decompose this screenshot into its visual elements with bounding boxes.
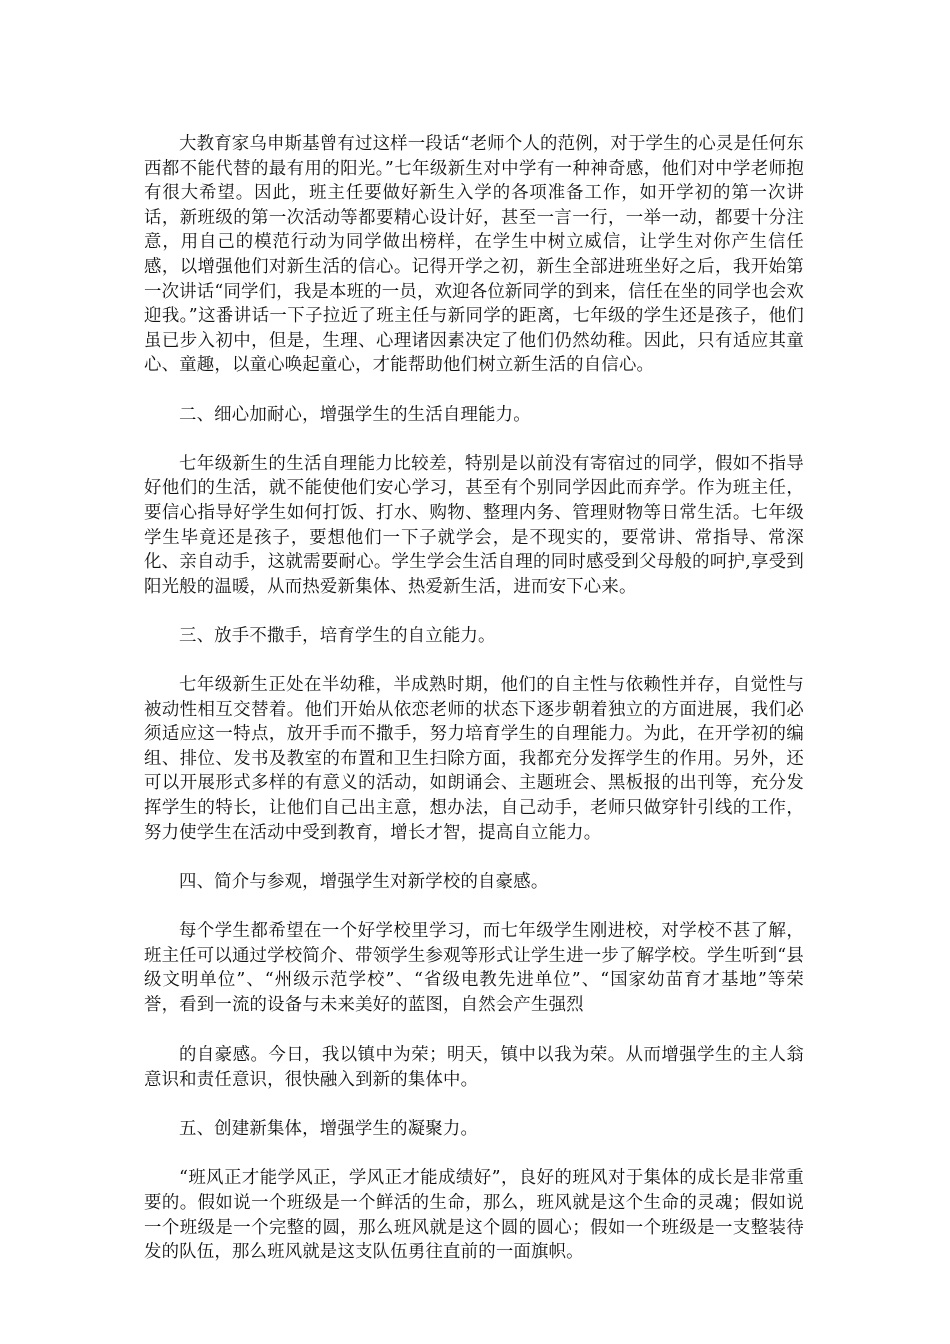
section-heading-5: 五、创建新集体，增强学生的凝聚力。 [179, 1119, 479, 1140]
paragraph-self-care: 七年级新生的生活自理能力比较差，特别是以前没有寄宿过的同学，假如不指导好他们的生活，就不能使他们安心学习，甚至有个别同学因此而弃学。作为班主任，要信心指导好学生如何打饭、打水、购物、整理内务、管理财物等日常生活。七年级学生毕竟还是孩子，要想他们一下子就学会，是不现实的，要常讲、常指导、常深化、亲自动手，这就需要耐心。学生学会生活自理的同时感受到父母般的呵护,享受到阳光般的温暖，从而热爱新集体、热爱新生活，进而安下心来。 [144, 453, 804, 597]
document-body [144, 132, 804, 1289]
section-heading-4: 四、简介与参观，增强学生对新学校的自豪感。 [179, 871, 549, 892]
section-heading-3: 三、放手不撒手，培育学生的自立能力。 [179, 625, 496, 646]
paragraph-school-pride-continued: 的自豪感。今日，我以镇中为荣；明天，镇中以我为荣。从而增强学生的主人翁意识和责任意识，很快融入到新的集体中。 [144, 1045, 804, 1090]
section-heading-2: 二、细心加耐心，增强学生的生活自理能力。 [179, 404, 531, 425]
paragraph-independence: 七年级新生正处在半幼稚，半成熟时期，他们的自主性与依赖性并存，自觉性与被动性相互交替着。他们开始从依恋老师的状态下逐步朝着独立的方面进展，我们必须适应这一特点，放开手而不撒手，努力培育学生的自理能力。为此，在开学初的编组、排位、发书及教室的布置和卫生扫除方面，我都充分发挥学生的作用。另外，还可以开展形式多样的有意义的活动，如朗诵会、主题班会、黑板报的出刊等，充分发挥学生的特长，让他们自己出主意，想办法，自己动手，老师只做穿针引线的工作，努力使学生在活动中受到教育，增长才智，提高自立能力。 [144, 675, 804, 843]
paragraph-intro: 大教育家乌申斯基曾有过这样一段话“老师个人的范例，对于学生的心灵是任何东西都不能代替的最有用的阳光。”七年级新生对中学有一种神奇感，他们对中学老师抱有很大希望。因此，班主任要做好新生入学的各项准备工作，如开学初的第一次讲话，新班级的第一次活动等都要精心设计好，甚至一言一行，一举一动，都要十分注意，用自己的模范行动为同学做出榜样，在学生中树立威信，让学生对你产生信任感，以增强他们对新生活的信心。记得开学之初，新生全部进班坐好之后，我开始第一次讲话“同学们，我是本班的一员，欢迎各位新同学的到来，信任在坐的同学也会欢迎我。”这番讲话一下子拉近了班主任与新同学的距离，七年级的学生还是孩子，他们虽已步入初中，但是，生理、心理诸因素决定了他们仍然幼稚。因此，只有适应其童心、童趣，以童心唤起童心，才能帮助他们树立新生活的自信心。 [144, 134, 804, 376]
paragraph-class-spirit: “班风正才能学风正，学风正才能成绩好”，良好的班风对于集体的成长是非常重要的。假如说一个班级是一个鲜活的生命，那么，班风就是这个生命的灵魂；假如说一个班级是一个完整的圆，那么班风就是这个圆的圆心；假如一个班级是一支整装待发的队伍，那么班风就是这支队伍勇往直前的一面旗帜。 [144, 1168, 804, 1263]
paragraph-school-pride: 每个学生都希望在一个好学校里学习，而七年级学生刚进校，对学校不甚了解，班主任可以通过学校简介、带领学生参观等形式让学生进一步了解学校。学生听到“县级文明单位”、“州级示范学校”、“省级电教先进单位”、“国家幼苗育才基地”等荣誉，看到一流的设备与未来美好的蓝图，自然会产生强烈 [144, 921, 804, 1015]
